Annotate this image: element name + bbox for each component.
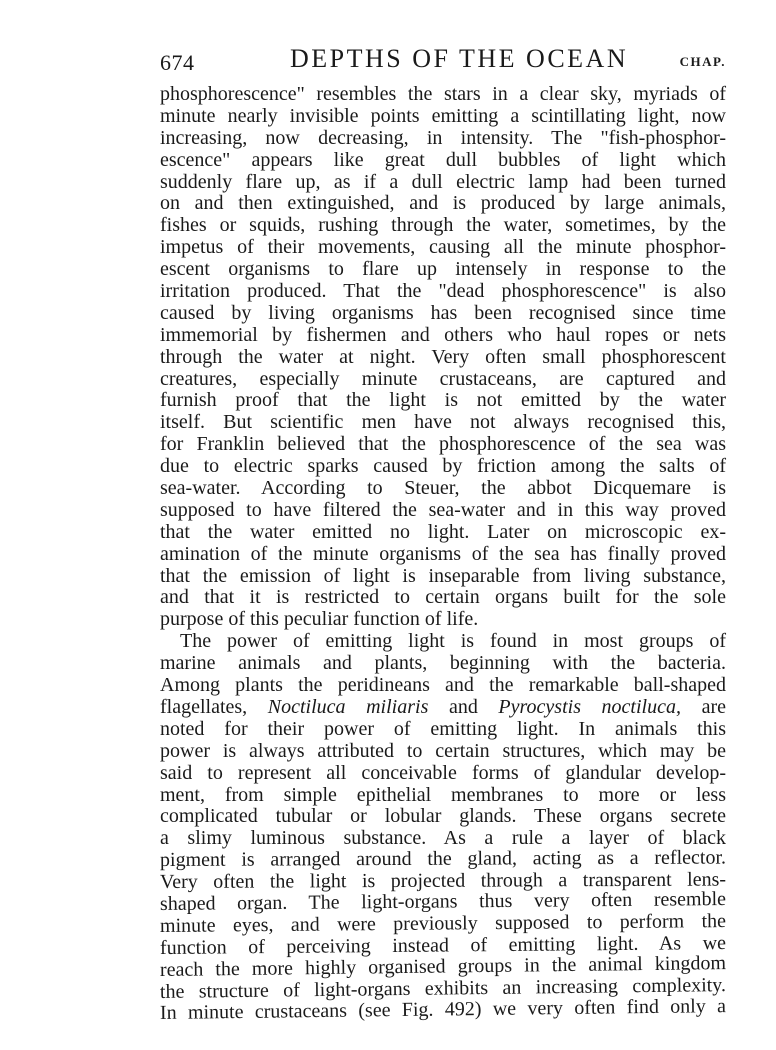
text-line: amination of the minute organisms of the sea has finally proved bbox=[160, 542, 726, 565]
text-line: that the water emitted no light. Later on microscopic ex- bbox=[160, 520, 726, 543]
text-line: complicated tubular or lobular glands. These organs secrete bbox=[160, 805, 726, 828]
text-line: Very often the light is projected through a transparent lens- bbox=[159, 868, 727, 894]
text-line: fishes or squids, rushing through the water, sometimes, by the bbox=[160, 214, 726, 237]
text-line: escent organisms to flare up intensely in response to the bbox=[160, 258, 726, 281]
text-line: pigment is arranged around the gland, acting as a reflector. bbox=[159, 846, 727, 872]
text-line: and that it is restricted to certain organs built for the sole bbox=[160, 586, 726, 609]
text-line: function of perceiving instead of emitting light. As we bbox=[159, 931, 727, 959]
running-title: DEPTHS OF THE OCEAN bbox=[290, 44, 629, 73]
text-line: itself. But scientific men have not always recognised this, bbox=[160, 411, 726, 434]
text-line: a slimy luminous substance. As a rule a layer of black bbox=[160, 827, 726, 850]
text-line: the structure of light-organs exhibits an increasing complexity. bbox=[159, 973, 727, 1003]
text-line: suddenly flare up, as if a dull electric lamp had been turned bbox=[160, 170, 726, 193]
text-line: Among plants the peridineans and the remarkable ball-shaped bbox=[160, 674, 726, 697]
text-line: minute eyes, and were previously supposed to perform the bbox=[159, 909, 727, 937]
text-line: escence" appears like great dull bubbles of light which bbox=[160, 148, 726, 171]
text-line: noted for their power of emitting light. In animals this bbox=[160, 717, 726, 740]
text-line: increasing, now decreasing, in intensity. The "fish-phosphor- bbox=[160, 126, 726, 149]
text-line: In minute crustaceans (see Fig. 492) we very often find only a bbox=[159, 995, 727, 1025]
body-text bbox=[160, 84, 726, 1025]
text-line: sea-water. According to Steuer, the abbot Dicquemare is bbox=[160, 477, 726, 500]
page-number: 674 bbox=[160, 50, 195, 75]
chapter-abbrev: CHAP. bbox=[679, 54, 726, 69]
text-line: due to electric sparks caused by friction among the salts of bbox=[160, 455, 726, 478]
text-line: on and then extinguished, and is produced by large animals, bbox=[160, 192, 726, 215]
text-line: shaped organ. The light-organs thus very often resemble bbox=[159, 888, 727, 915]
text-line: ment, from simple epithelial membranes to more or less bbox=[160, 783, 726, 806]
paragraph-end-line: purpose of this peculiar function of life. bbox=[160, 608, 479, 631]
text-line: supposed to have filtered the sea-water and in this way proved bbox=[160, 498, 726, 521]
text-line: minute nearly invisible points emitting a scintillating light, now bbox=[160, 104, 726, 127]
species-name-noctiluca: Noctiluca miliaris bbox=[267, 695, 429, 718]
text-line: that the emission of light is inseparable from living substance, bbox=[160, 564, 726, 587]
species-name-pyrocystis: Pyrocystis noctiluca, bbox=[498, 695, 681, 718]
text-line: creatures, especially minute crustaceans, are captured and bbox=[160, 367, 726, 390]
text-line: immemorial by fishermen and others who haul ropes or nets bbox=[160, 323, 726, 346]
text-line: phosphorescence" resembles the stars in a clear sky, myriads of bbox=[160, 83, 726, 105]
text-line: marine animals and plants, beginning with the bacteria. bbox=[160, 652, 726, 675]
text-line: reach the more highly organised groups in the animal kingdom bbox=[159, 951, 727, 981]
species-line bbox=[160, 697, 726, 719]
species-line-prefix: flagellates, bbox=[160, 695, 268, 718]
text-line: impetus of their movements, causing all the minute phosphor- bbox=[160, 236, 726, 259]
paragraph-start-line: The power of emitting light is found in most groups of bbox=[180, 630, 726, 653]
text-line: through the water at night. Very often small phosphorescent bbox=[160, 345, 726, 368]
species-line-middle: and bbox=[428, 695, 499, 718]
text-line: for Franklin believed that the phosphorescence of the sea was bbox=[160, 433, 726, 456]
text-line: power is always attributed to certain structures, which may be bbox=[160, 739, 726, 762]
text-line: irritation produced. That the "dead phosphorescence" is also bbox=[160, 280, 726, 303]
running-head bbox=[160, 44, 726, 80]
text-line: caused by living organisms has been recognised since time bbox=[160, 301, 726, 324]
text-line: furnish proof that the light is not emitted by the water bbox=[160, 389, 726, 412]
species-line-suffix: are bbox=[680, 695, 726, 718]
text-line: said to represent all conceivable forms of glandular develop- bbox=[160, 761, 726, 784]
